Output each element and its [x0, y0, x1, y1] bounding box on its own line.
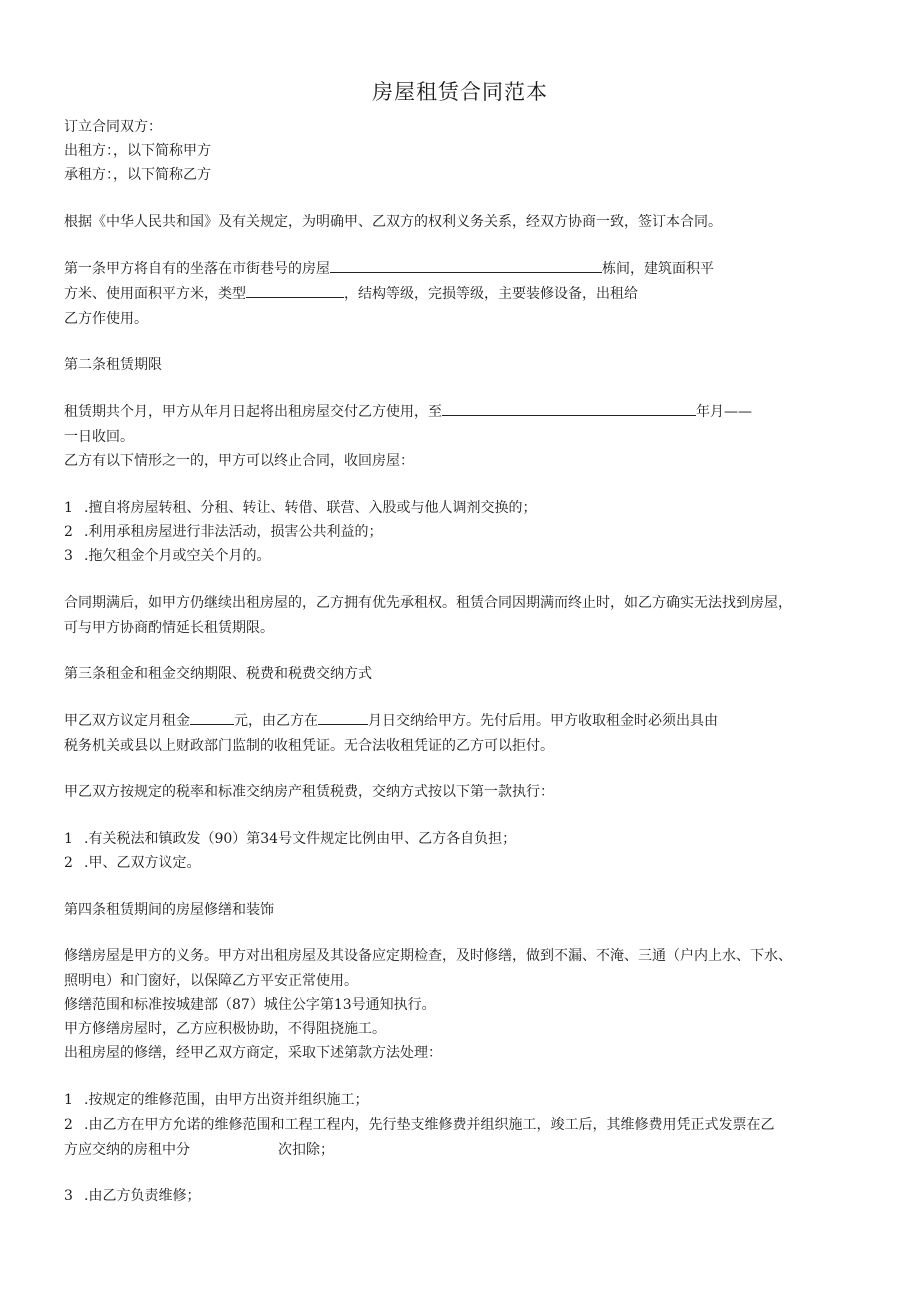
article3-text-c: 月日交纳给甲方。先付后用。甲方收取租金时必须出具由: [368, 713, 718, 729]
article2-text-a: 租赁期共个月，甲方从年月日起将出租房屋交付乙方使用，至: [64, 404, 442, 420]
item-number: 2: [64, 1117, 73, 1133]
item-text: .拖欠租金个月或空关个月的。: [84, 548, 271, 564]
item-text: 次扣除；: [278, 1142, 334, 1158]
blank-line: [246, 285, 344, 298]
article4-heading: 第四条租赁期间的房屋修缮和装饰: [64, 902, 274, 918]
item-number: 2: [64, 524, 73, 540]
item-number: 2: [64, 855, 73, 871]
item-text: .由乙方在甲方允诺的维修范围和工程工程内，先行垫支维修费并组织施工，竣工后，其维修费用凭正式发票在乙: [84, 1117, 775, 1133]
article4-item-1: [64, 1091, 368, 1109]
article3-text-b: 元，由乙方在: [234, 713, 318, 729]
article3-p1-line1: [64, 712, 718, 730]
article1-text-d: ，结构等级，完损等级，主要装修设备，出租给: [344, 286, 638, 302]
item-text: .利用承租房屋进行非法活动，损害公共利益的；: [84, 524, 383, 540]
article3-p2: 甲乙双方按规定的税率和标准交纳房产租赁税费，交纳方式按以下第一款执行：: [64, 784, 554, 800]
item-text: 方应交纳的房租中分: [64, 1142, 190, 1158]
article2-item-2: [64, 523, 382, 541]
article1-text-a: 第一条甲方将自有的坐落在市街巷号的房屋: [64, 261, 330, 277]
article3-heading: 第三条租金和租金交纳期限、税费和税费交纳方式: [64, 666, 372, 682]
item-number: 3: [64, 548, 73, 564]
article3-p1-line2: 税务机关或县以上财政部门监制的收租凭证。无合法收租凭证的乙方可以拒付。: [64, 738, 554, 754]
item-text: .擅自将房屋转租、分租、转让、转借、联营、入股或与他人调剂交换的；: [84, 500, 537, 516]
article2-heading: 第二条租赁期限: [64, 357, 162, 373]
article2-p3-line2: 可与甲方协商酌情延长租赁期限。: [64, 620, 274, 636]
article2-text-b: 年月——: [696, 404, 752, 420]
article2-p2: 乙方有以下情形之一的，甲方可以终止合同，收回房屋：: [64, 453, 414, 469]
item-text: .甲、乙双方议定。: [84, 855, 201, 871]
article1-text-c: 方米、使用面积平方米，类型: [64, 286, 246, 302]
article3-item-1: [64, 830, 516, 848]
blank-line: [330, 260, 602, 273]
item-number: 3: [64, 1188, 73, 1204]
article1-line3: 乙方作使用。: [64, 311, 148, 327]
item-text: .由乙方负责维修；: [84, 1188, 201, 1204]
article2-item-3: [64, 547, 270, 565]
article1-line2: [64, 285, 638, 303]
document-title: 房屋租赁合同范本: [372, 80, 548, 104]
article4-item-3: [64, 1187, 200, 1205]
article4-p4: 出租房屋的修缮，经甲乙双方商定，采取下述第款方法处理：: [64, 1045, 442, 1061]
article4-p1-line1: 修缮房屋是甲方的义务。甲方对出租房屋及其设备应定期检查，及时修缮，做到不漏、不淹、三通（户内上水、下水、: [64, 948, 792, 964]
blank-line: [318, 712, 368, 725]
article2-item-1: [64, 499, 536, 517]
article2-p1-line2: 一日收回。: [64, 429, 134, 445]
article4-item-2-line2: [64, 1141, 334, 1159]
lessee-line: 承租方：，以下简称乙方: [64, 167, 211, 183]
article1-line1: [64, 260, 714, 278]
article3-text-a: 甲乙双方议定月租金: [64, 713, 190, 729]
item-number: 1: [64, 831, 73, 847]
article2-p1-line1: [64, 403, 752, 421]
blank-line: [442, 403, 696, 416]
article4-p3: 甲方修缮房屋时，乙方应积极协助，不得阻挠施工。: [64, 1021, 386, 1037]
item-number: 1: [64, 500, 73, 516]
article2-p3-line1: 合同期满后，如甲方仍继续出租房屋的，乙方拥有优先承租权。租赁合同因期满而终止时，如乙方确实无法找到房屋，: [64, 595, 792, 611]
blank-line: [190, 712, 234, 725]
item-text: .按规定的维修范围，由甲方出资并组织施工；: [84, 1092, 369, 1108]
article1-text-b: 栋间，建筑面积平: [602, 261, 714, 277]
article4-item-2-line1: [64, 1116, 774, 1134]
article3-item-2: [64, 854, 200, 872]
article4-p2: 修缮范围和标准按城建部（87）城住公字第13号通知执行。: [64, 997, 436, 1013]
intro-paragraph: 根据《中华人民共和国》及有关规定，为明确甲、乙双方的权利义务关系，经双方协商一致，签订本合同。: [64, 214, 722, 230]
item-text: .有关税法和镇政发（90）第34号文件规定比例由甲、乙方各自负担；: [84, 831, 517, 847]
article4-p1-line2: 照明电）和门窗好，以保障乙方平安正常使用。: [64, 973, 358, 989]
parties-heading: 订立合同双方：: [64, 119, 162, 135]
lessor-line: 出租方：，以下简称甲方: [64, 143, 211, 159]
item-number: 1: [64, 1092, 73, 1108]
